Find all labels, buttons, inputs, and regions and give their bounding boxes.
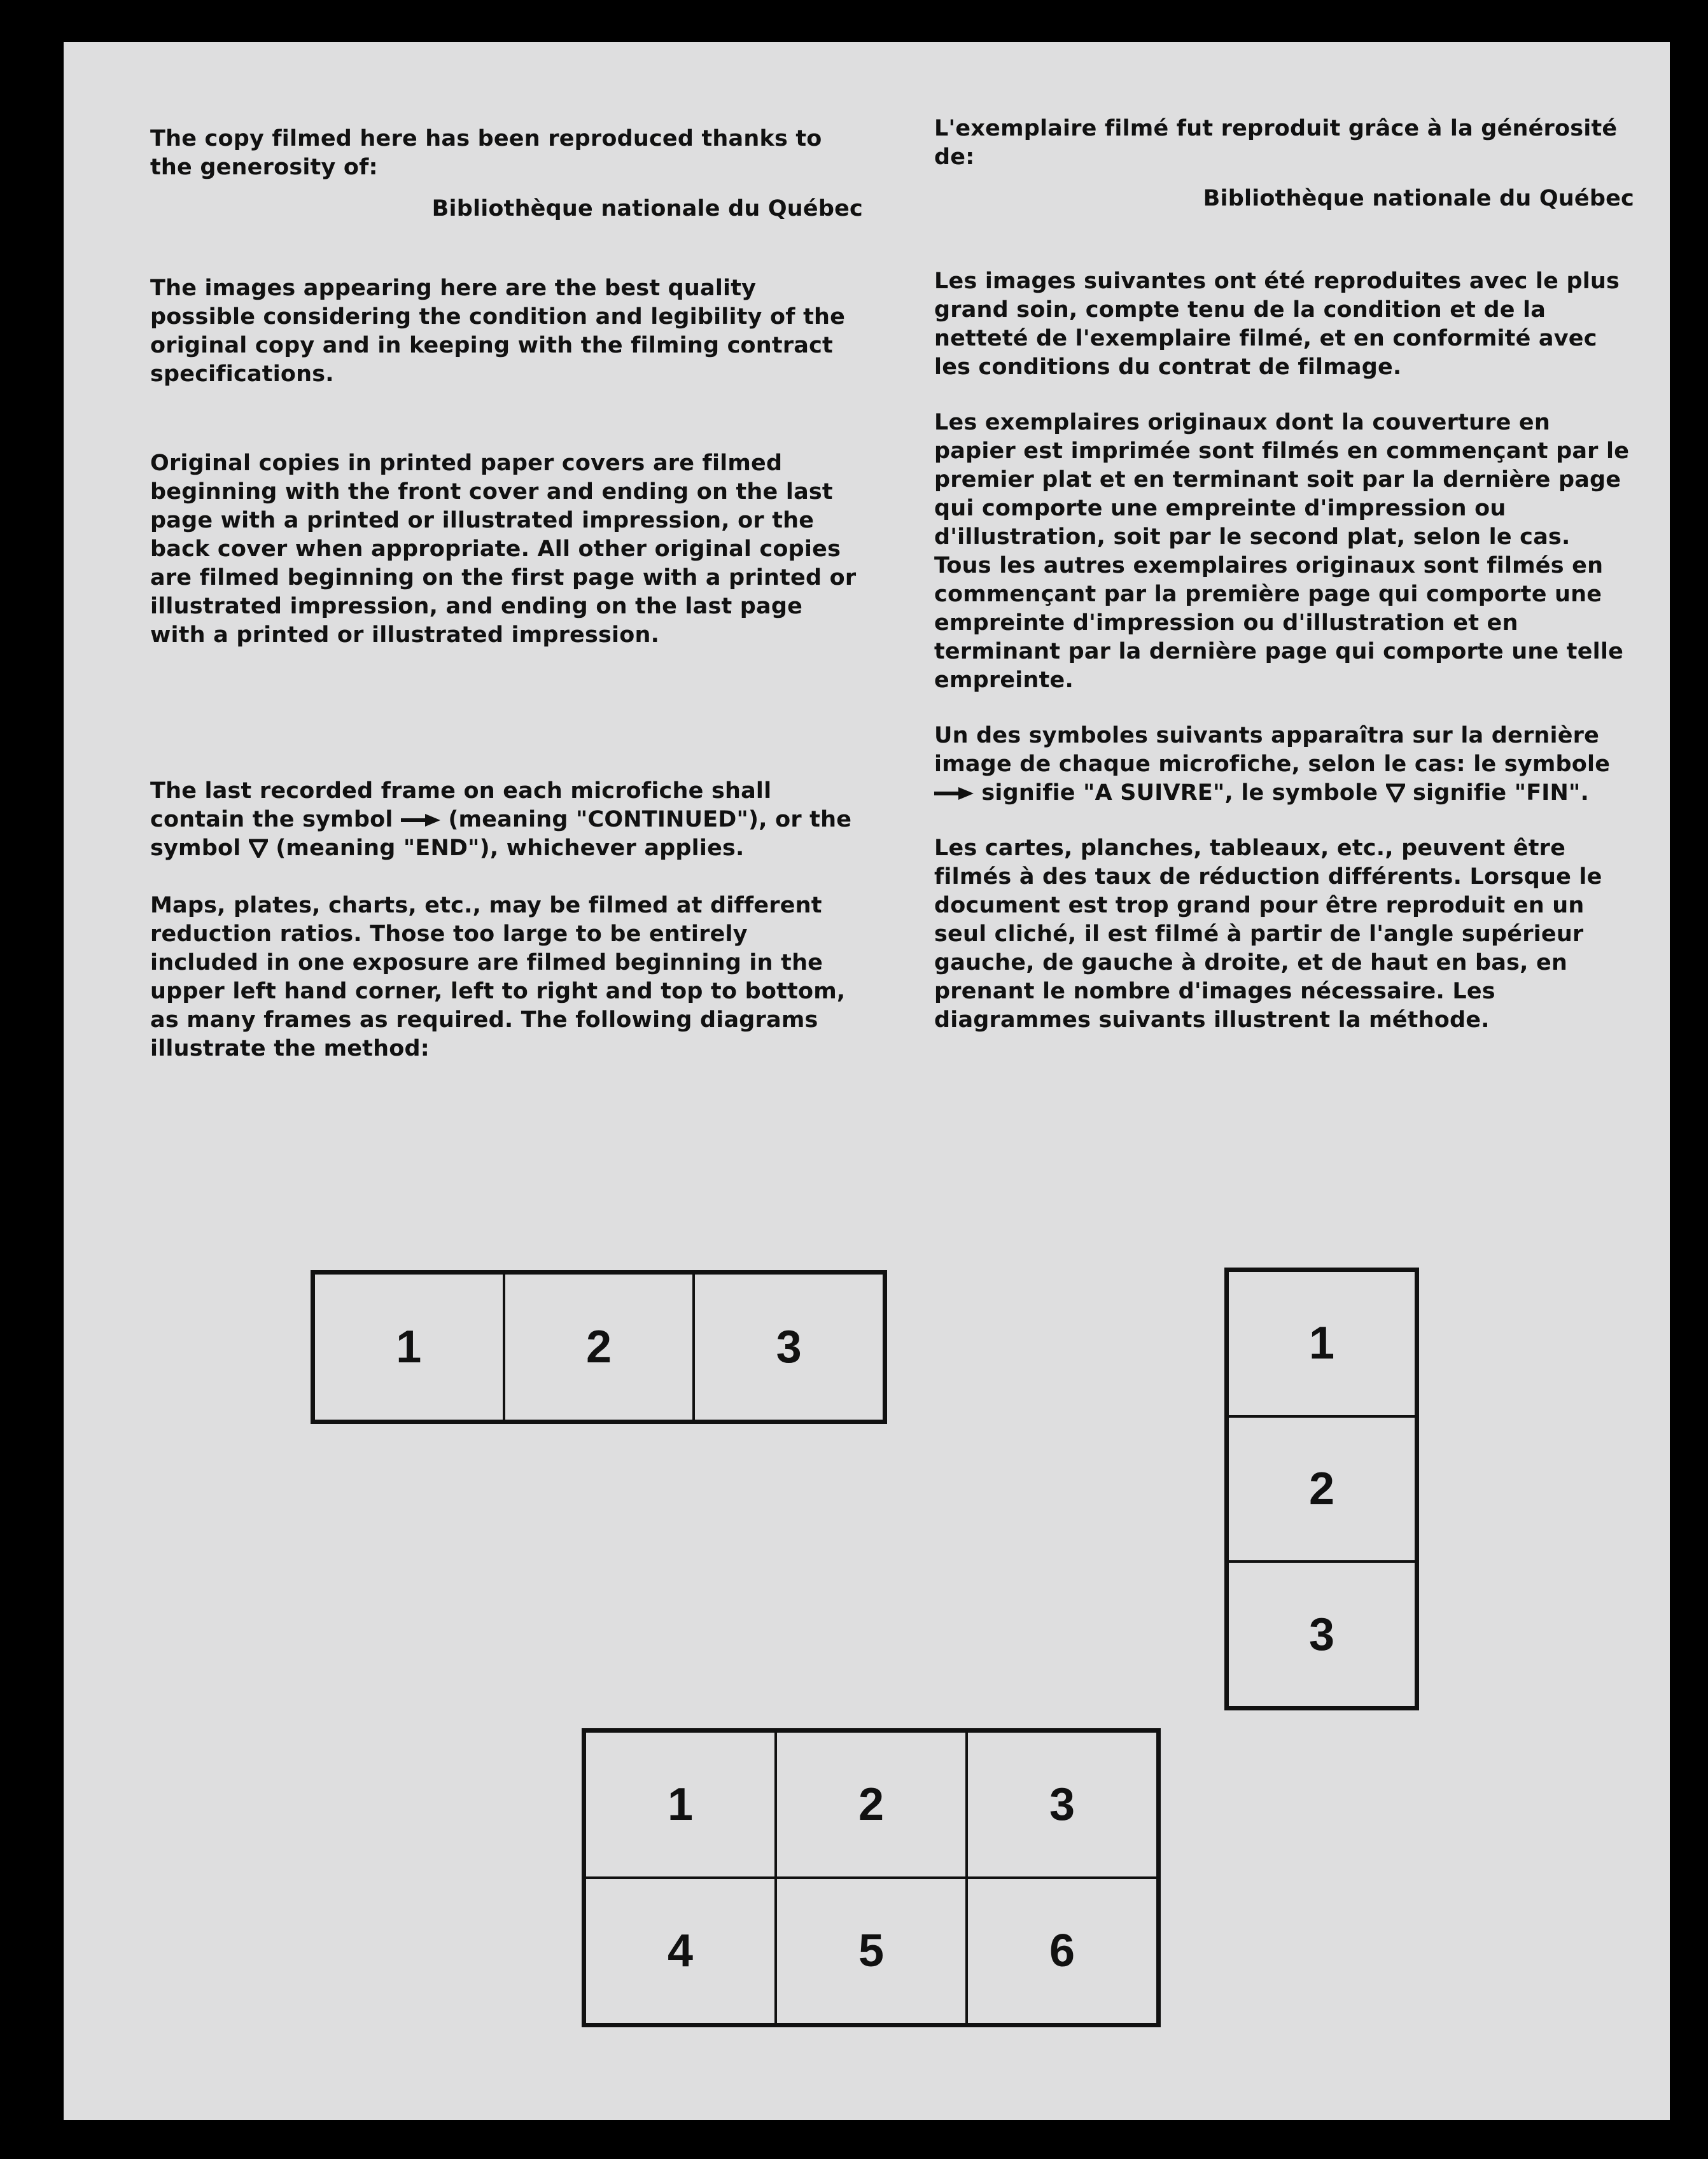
triangle-down-icon <box>1386 783 1405 802</box>
maps-note-fr: Les cartes, planches, tableaux, etc., peuvent être filmés à des taux de réduction différents. Lorsque le document est trop grand pour être reproduit en un seul cliché, il est filmé à partir de l'angle supérieur gauche, de gauche à droite, et de haut en bas, en prenant le nombre d'images nécessaire. Les diagrammes suivants illustrent la méthode. <box>934 835 1602 1033</box>
arrow-right-icon <box>934 786 974 801</box>
frame-cell: 2 <box>1228 1416 1416 1562</box>
grid-frames-diagram <box>582 1728 1161 2027</box>
frame-cell: 6 <box>967 1878 1158 2024</box>
symbols-note-fr <box>934 722 1634 807</box>
english-column <box>150 125 863 1063</box>
originals-note-fr: Les exemplaires originaux dont la couverture en papier est imprimée sont filmés en commençant par le premier plat et en terminant soit par la dernière page qui comporte une empreinte d'impression ou d'illustration, soit par le second plat, selon le cas. Tous les autres exemplaires originaux sont filmés en commençant par la première page qui comporte une empreinte d'impression ou d'illustration et en terminant par la dernière page qui comporte une telle empreinte. <box>934 410 1630 693</box>
horizontal-frames-diagram <box>311 1270 887 1424</box>
frame-cell: 2 <box>776 1731 967 1878</box>
symbols-text-a-fr: Un des symboles suivants apparaîtra sur la dernière image de chaque microfiche, selon le cas: le symbole <box>934 723 1611 777</box>
quality-note: The images appearing here are the best quality possible considering the condition and legibility of the original copy and in keeping with the filming contract specifications. <box>150 276 846 387</box>
triangle-down-icon <box>249 839 268 858</box>
frame-cell: 3 <box>694 1273 884 1421</box>
credit-intro-fr: L'exemplaire filmé fut reproduit grâce à la générosité de: <box>934 116 1618 170</box>
symbols-note <box>150 777 863 863</box>
frame-cell: 4 <box>585 1878 776 2024</box>
symbols-text-c: (meaning "END"), whichever applies. <box>276 835 745 861</box>
quality-note-fr: Les images suivantes ont été reproduites avec le plus grand soin, compte tenu de la condition et de la netteté de l'exemplaire filmé, et en conformité avec les conditions du contrat de filmage. <box>934 269 1620 380</box>
arrow-right-icon <box>401 813 440 828</box>
originals-note: Original copies in printed paper covers are filmed beginning with the front cover and ending on the last page with a printed or illustrated impression, or the back cover when appropriate. All other original copies are filmed beginning on the first page with a printed or illustrated impression, and ending on the last page with a printed or illustrated impression. <box>150 451 857 648</box>
document-sheet <box>64 42 1670 2120</box>
frame-cell: 2 <box>504 1273 694 1421</box>
frame-cell: 3 <box>967 1731 1158 1878</box>
frame-cell: 5 <box>776 1878 967 2024</box>
frame-cell: 1 <box>585 1731 776 1878</box>
credit-institution-fr: Bibliothèque nationale du Québec <box>1203 186 1634 211</box>
credit-intro: The copy filmed here has been reproduced thanks to the generosity of: <box>150 126 822 180</box>
frame-cell: 1 <box>314 1273 504 1421</box>
symbols-text-b: (meaning "CONTINUED"), or the symbol <box>150 807 852 861</box>
symbols-text-a: The last recorded frame on each microfiche shall contain the symbol <box>150 778 772 832</box>
french-column <box>934 115 1634 1035</box>
frame-cell: 1 <box>1228 1271 1416 1416</box>
frame-cell: 3 <box>1228 1562 1416 1707</box>
symbols-text-c-fr: signifie "FIN". <box>1413 780 1589 806</box>
symbols-text-b-fr: signifie "A SUIVRE", le symbole <box>981 780 1378 806</box>
credit-institution: Bibliothèque nationale du Québec <box>431 196 863 221</box>
vertical-frames-diagram <box>1224 1268 1419 1710</box>
maps-note: Maps, plates, charts, etc., may be filmed at different reduction ratios. Those too large to be entirely included in one exposure are filmed beginning in the upper left hand corner, left to right and top to bottom, as many frames as required. The following diagrams illustrate the method: <box>150 893 846 1061</box>
